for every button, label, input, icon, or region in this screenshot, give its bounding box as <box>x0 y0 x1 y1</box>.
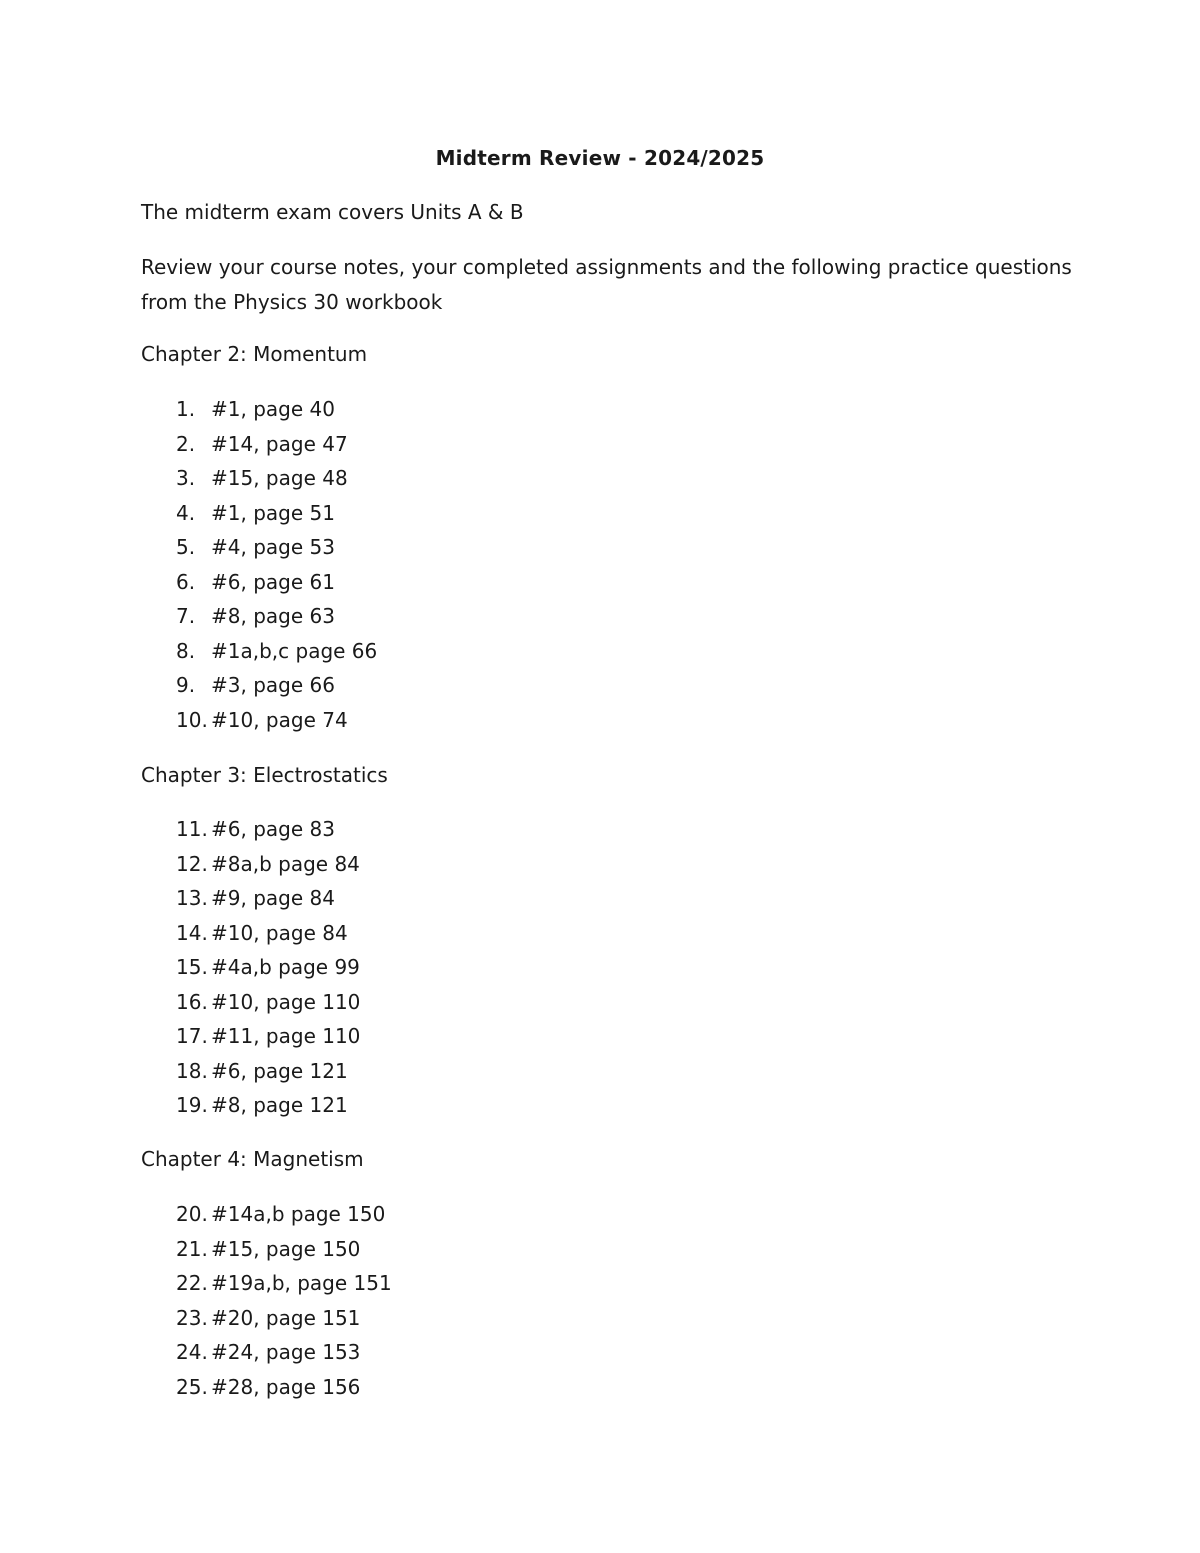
question-number: 13. <box>176 886 208 910</box>
question-item <box>176 703 377 738</box>
chapter-3-heading: Chapter 3: Electrostatics <box>141 763 388 787</box>
question-reference: #1a,b,c page 66 <box>211 638 378 663</box>
question-number: 18. <box>176 1058 208 1083</box>
question-item <box>176 812 360 847</box>
question-reference: #28, page 156 <box>211 1374 361 1399</box>
question-number: 22. <box>176 1271 208 1295</box>
review-instructions: Review your course notes, your completed assignments and the following practice questions from the Physics 30 workbook <box>141 255 1072 314</box>
question-item <box>176 985 360 1020</box>
question-item <box>176 1019 360 1054</box>
question-item <box>176 565 377 600</box>
question-number: 6. <box>176 569 196 594</box>
question-item <box>176 530 377 565</box>
question-number: 10. <box>176 707 208 732</box>
question-reference: #19a,b, page 151 <box>211 1271 392 1295</box>
question-reference: #20, page 151 <box>211 1305 361 1330</box>
question-number: 23. <box>176 1305 208 1330</box>
question-item <box>176 1335 392 1370</box>
question-item <box>176 1232 392 1267</box>
question-reference: #8a,b page 84 <box>211 851 360 876</box>
question-reference: #14a,b page 150 <box>211 1202 386 1226</box>
question-number: 17. <box>176 1024 208 1048</box>
intro-text: The midterm exam covers Units A & B <box>141 200 524 224</box>
question-item <box>176 1266 392 1301</box>
question-reference: #10, page 84 <box>211 920 348 945</box>
question-number: 4. <box>176 500 196 525</box>
question-item <box>176 1197 392 1232</box>
question-reference: #15, page 150 <box>211 1236 361 1261</box>
question-item <box>176 599 377 634</box>
question-item <box>176 881 360 916</box>
question-item <box>176 461 377 496</box>
question-reference: #4a,b page 99 <box>211 955 360 979</box>
question-number: 12. <box>176 851 208 876</box>
question-item <box>176 392 377 427</box>
question-reference: #1, page 51 <box>211 500 335 525</box>
question-number: 20. <box>176 1202 208 1226</box>
question-number: 16. <box>176 989 208 1014</box>
question-item <box>176 634 377 669</box>
question-reference: #3, page 66 <box>211 673 335 697</box>
question-reference: #6, page 61 <box>211 569 335 594</box>
question-item <box>176 1370 392 1405</box>
chapter-2-question-list <box>176 392 377 737</box>
question-number: 11. <box>176 817 208 841</box>
question-reference: #8, page 63 <box>211 604 335 628</box>
question-item <box>176 1054 360 1089</box>
question-item <box>176 847 360 882</box>
question-reference: #1, page 40 <box>211 397 335 421</box>
question-number: 8. <box>176 638 196 663</box>
question-number: 15. <box>176 955 208 979</box>
question-number: 5. <box>176 535 196 559</box>
question-number: 14. <box>176 920 208 945</box>
chapter-4-heading: Chapter 4: Magnetism <box>141 1147 364 1171</box>
question-item <box>176 496 377 531</box>
question-item <box>176 916 360 951</box>
question-reference: #10, page 74 <box>211 707 348 732</box>
question-item <box>176 1088 360 1123</box>
question-number: 3. <box>176 466 196 490</box>
question-reference: #15, page 48 <box>211 466 348 490</box>
chapter-2-heading: Chapter 2: Momentum <box>141 342 368 366</box>
chapter-3-question-list <box>176 812 360 1123</box>
question-reference: #14, page 47 <box>211 431 348 456</box>
question-number: 9. <box>176 673 196 697</box>
document-title: Midterm Review - 2024/2025 <box>435 146 765 170</box>
question-number: 21. <box>176 1236 208 1261</box>
question-item <box>176 427 377 462</box>
question-reference: #4, page 53 <box>211 535 335 559</box>
question-number: 19. <box>176 1093 208 1117</box>
question-reference: #9, page 84 <box>211 886 335 910</box>
question-number: 7. <box>176 604 196 628</box>
question-reference: #6, page 121 <box>211 1058 348 1083</box>
question-number: 1. <box>176 397 196 421</box>
question-reference: #6, page 83 <box>211 817 335 841</box>
question-reference: #8, page 121 <box>211 1093 348 1117</box>
question-number: 2. <box>176 431 196 456</box>
question-item <box>176 950 360 985</box>
question-number: 25. <box>176 1374 208 1399</box>
question-reference: #24, page 153 <box>211 1340 361 1364</box>
question-reference: #11, page 110 <box>211 1024 361 1048</box>
question-item <box>176 1301 392 1336</box>
question-reference: #10, page 110 <box>211 989 361 1014</box>
question-item <box>176 668 377 703</box>
question-number: 24. <box>176 1340 208 1364</box>
chapter-4-question-list <box>176 1197 392 1404</box>
